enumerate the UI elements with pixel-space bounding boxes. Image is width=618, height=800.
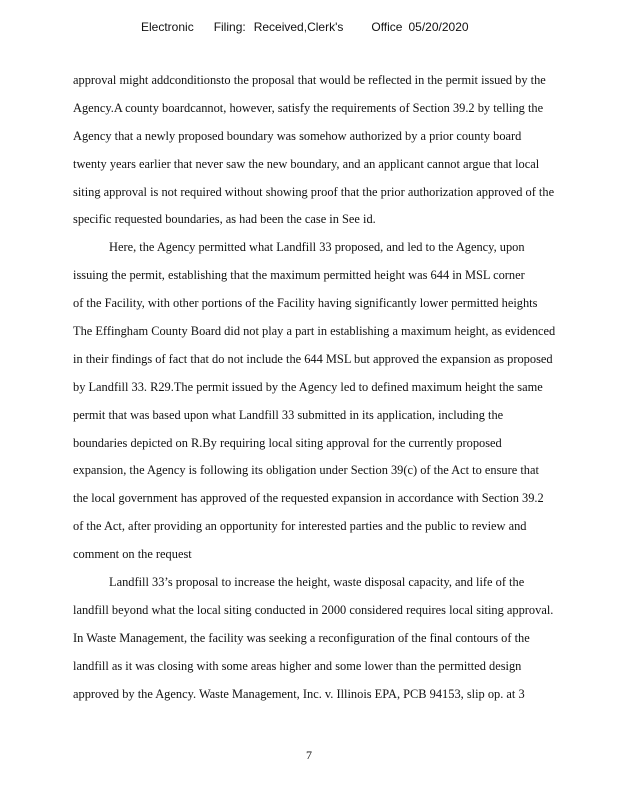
- text-line: of the Facility, with other portions of the Facility having significantly lower permitted heights: [73, 296, 538, 311]
- text-line: Here, the Agency permitted what Landfill 33 proposed, and led to the Agency, upon: [109, 240, 525, 255]
- text-line: landfill as it was closing with some areas higher and some lower than the permitted design: [73, 658, 522, 673]
- page-number: 7: [306, 748, 312, 762]
- text-line: In Waste Management, the facility was seeking a reconfiguration of the final contours of the: [73, 630, 530, 645]
- text-line: twenty years earlier that never saw the new boundary, and an applicant cannot argue that local: [73, 156, 540, 171]
- text-line: specific requested boundaries, as had been the case in See id.: [73, 212, 376, 227]
- header-date: 05/20/2020: [408, 20, 469, 34]
- header-electronic: Electronic: [141, 20, 194, 34]
- text-line: of the Act, after providing an opportunity for interested parties and the public to review and: [73, 519, 527, 534]
- text-line: Agency.A county boardcannot, however, satisfy the requirements of Section 39.2 by telling the: [73, 100, 544, 115]
- text-line: comment on the request: [73, 547, 192, 562]
- text-line: expansion, the Agency is following its obligation under Section 39(c) of the Act to ensure that: [73, 463, 539, 478]
- text-line: the local government has approved of the requested expansion in accordance with Section 39.2: [73, 491, 544, 506]
- document-body: [73, 72, 603, 713]
- text-line: by Landfill 33. R29.The permit issued by the Agency led to defined maximum height the same: [73, 379, 543, 394]
- text-line: landfill beyond what the local siting conducted in 2000 considered requires local siting approval.: [73, 602, 554, 617]
- text-line: approved by the Agency. Waste Management, Inc. v. Illinois EPA, PCB 94153, slip op. at 3: [73, 686, 525, 701]
- text-line: siting approval is not required without showing proof that the prior authorization approved of the: [73, 184, 555, 199]
- text-line: Agency that a newly proposed boundary was somehow authorized by a prior county board: [73, 128, 522, 143]
- header-office: Office: [371, 20, 403, 34]
- text-line: The Effingham County Board did not play a part in establishing a maximum height, as evidenced: [73, 324, 556, 339]
- text-line: in their findings of fact that do not include the 644 MSL but approved the expansion as proposed: [73, 351, 553, 366]
- text-line: issuing the permit, establishing that the maximum permitted height was 644 in MSL corner: [73, 268, 525, 283]
- text-line: boundaries depicted on R.By requiring local siting approval for the currently proposed: [73, 435, 502, 450]
- header-received: Received,Clerk's: [253, 20, 344, 34]
- header-filing: Filing:: [213, 20, 246, 34]
- text-line: Landfill 33’s proposal to increase the height, waste disposal capacity, and life of the: [109, 575, 525, 590]
- text-line: approval might addconditionsto the proposal that would be reflected in the permit issued by the: [73, 73, 546, 87]
- filing-header: [141, 20, 469, 34]
- text-line: permit that was based upon what Landfill 33 submitted in its application, including the: [73, 407, 504, 422]
